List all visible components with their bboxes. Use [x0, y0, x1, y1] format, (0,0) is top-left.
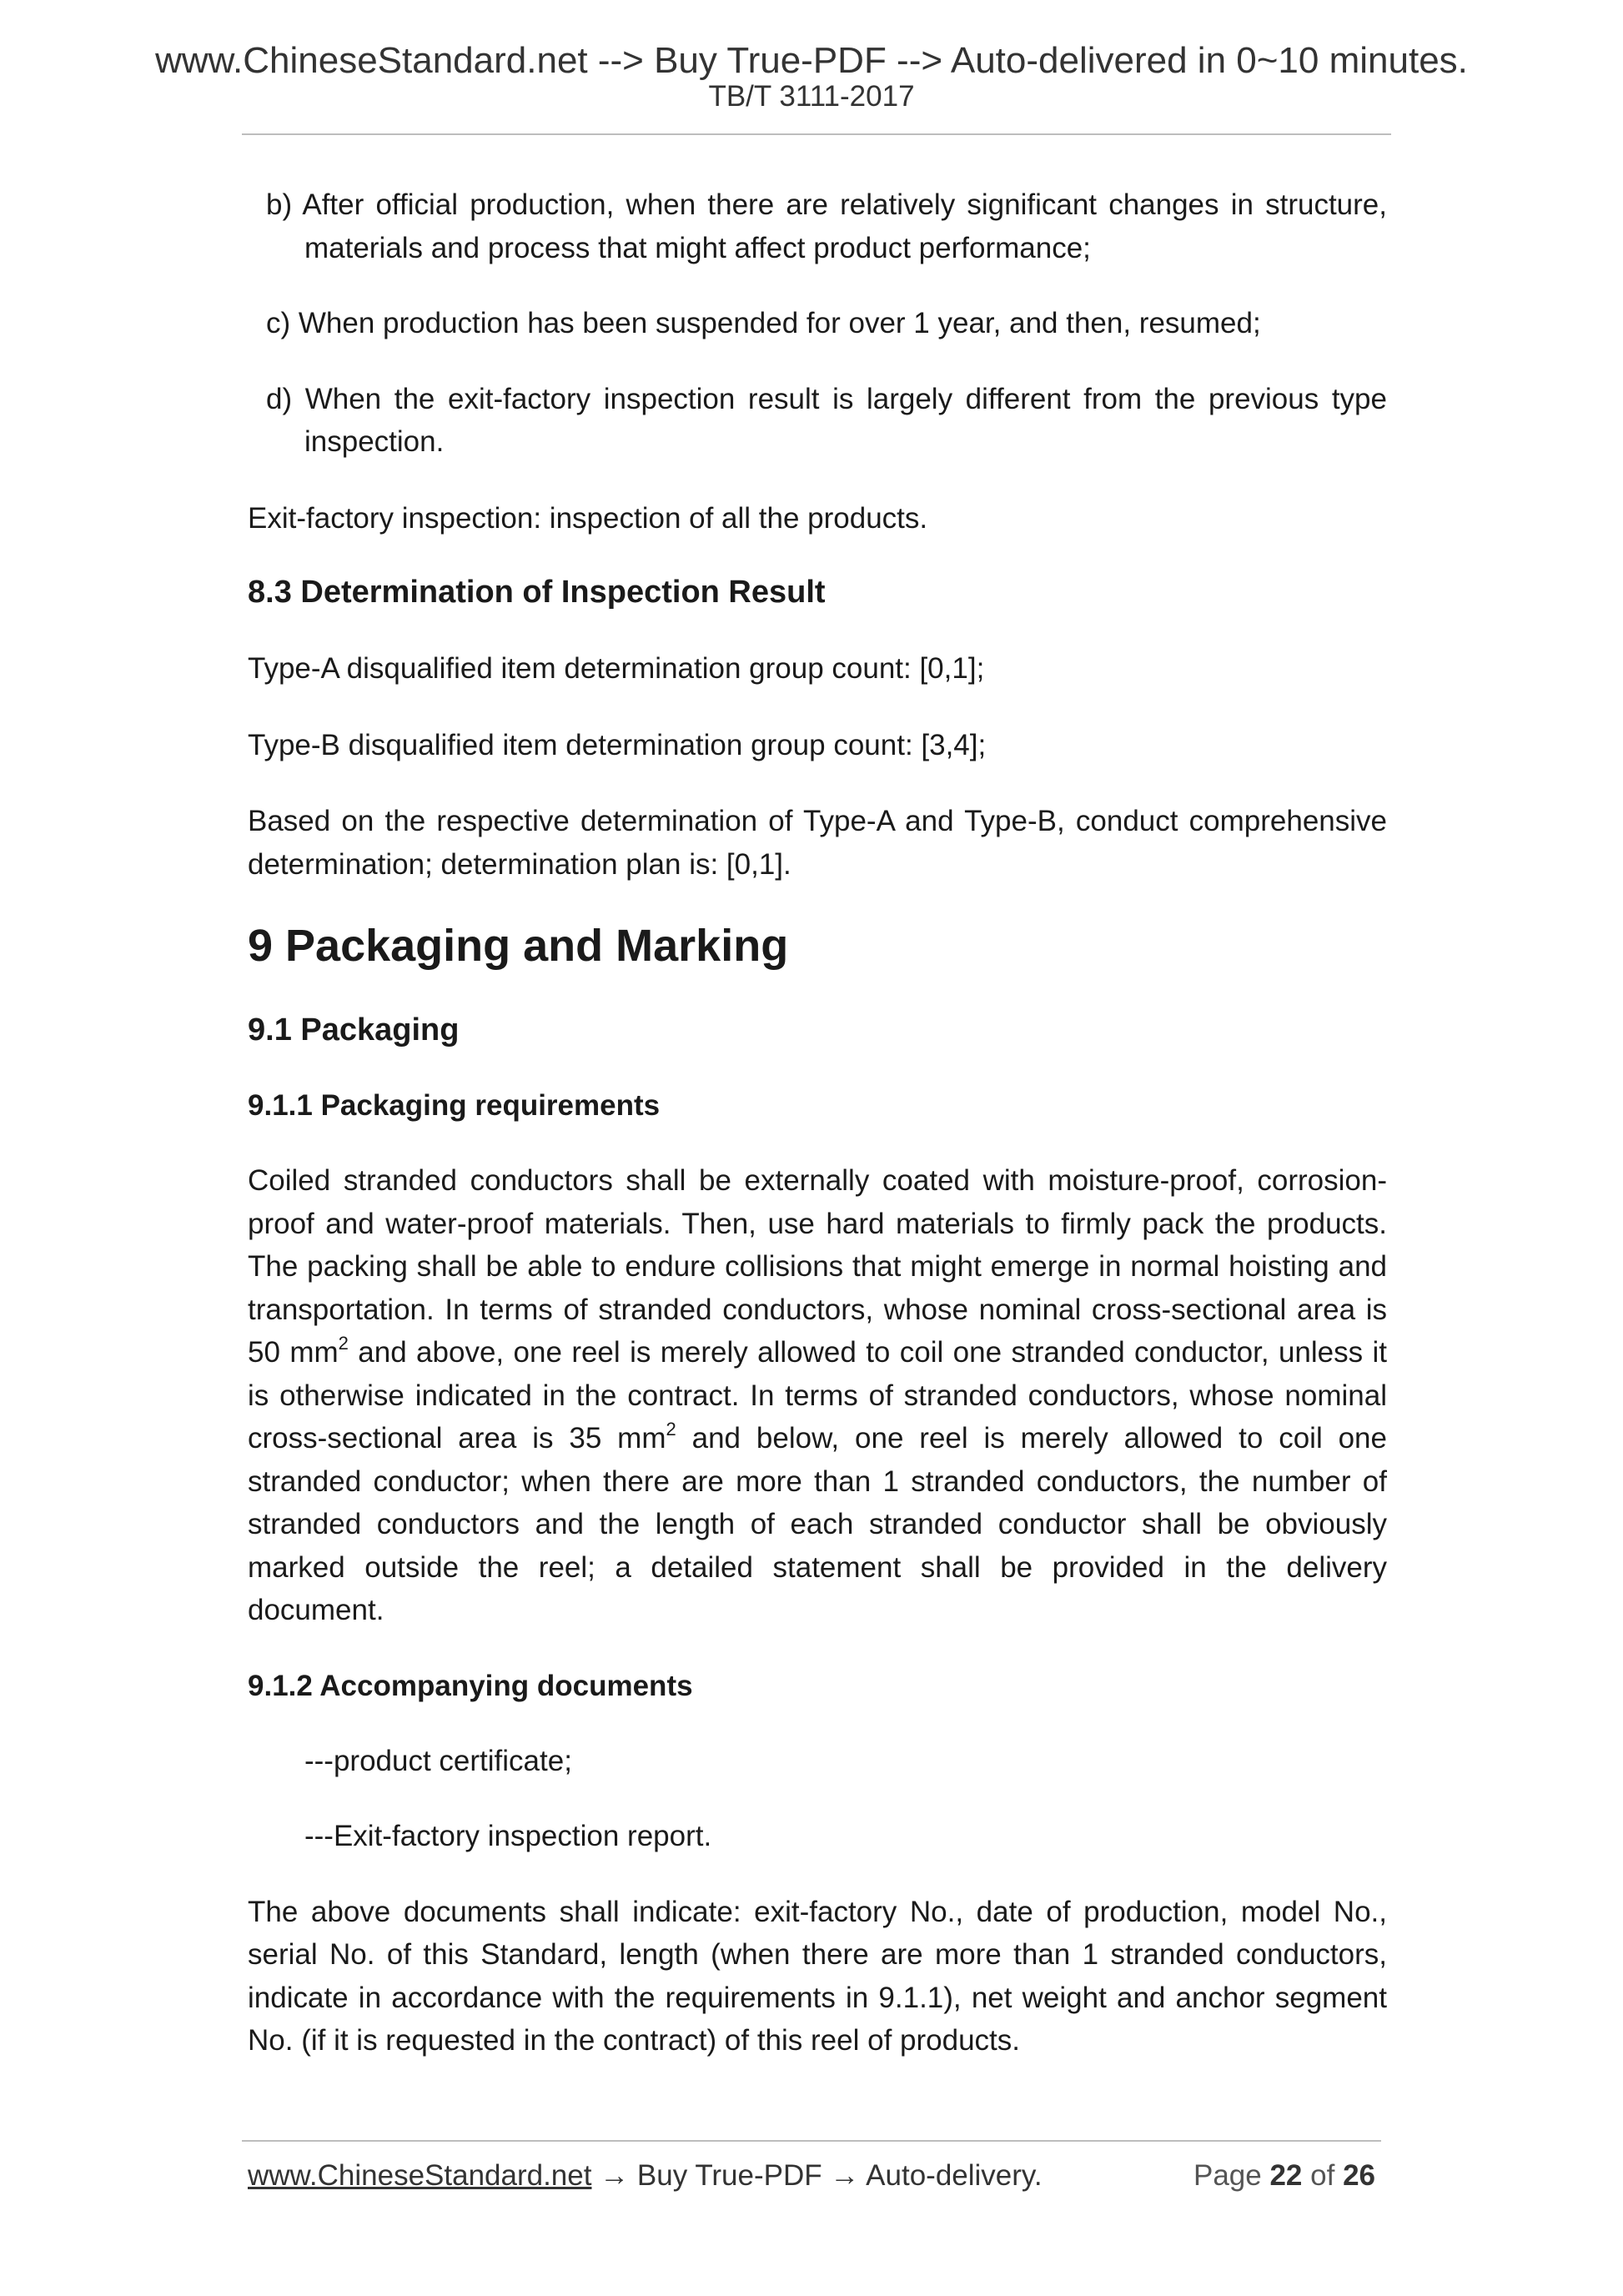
watermark-banner: www.ChineseStandard.net --> Buy True-PDF --> Auto-delivered in 0~10 minutes.: [155, 40, 1468, 81]
footer-divider: [242, 2140, 1381, 2142]
type-b-paragraph: Type-B disqualified item determination group count: [3,4];: [248, 728, 987, 761]
footer-link-suffix: → Buy True-PDF → Auto-delivery.: [591, 2159, 1043, 2192]
superscript: 2: [666, 1419, 676, 1440]
document-id: TB/T 3111-2017: [708, 80, 915, 113]
header-divider: [242, 133, 1391, 135]
section-9-1-2-heading: 9.1.2 Accompanying documents: [248, 1669, 693, 1702]
packaging-requirements-paragraph: [248, 1159, 1387, 1632]
page-total: 26: [1343, 2159, 1375, 2192]
documents-paragraph: The above documents shall indicate: exit-factory No., date of production, model No., serial No. of this Standard, length (when there are more than 1 stranded conductors, indicate in accordance with the requirements in 9.1.1), net weight and anchor segment No. (if it is requested in the contract) of this reel of products.: [248, 1895, 1387, 2057]
type-a-paragraph: Type-A disqualified item determination group count: [0,1];: [248, 652, 985, 685]
packaging-text-part-2: and above, one reel is merely allowed to coil one stranded conductor, unless it is otherwise indicated in the contract. In terms of stranded conductors, whose nominal cross-sectional area is 35 mm: [248, 1336, 1388, 1454]
footer-link-text: [248, 2159, 1043, 2193]
list-item-c: c) When production has been suspended for over 1 year, and then, resumed;: [266, 307, 1261, 339]
page-content: [248, 183, 1387, 2062]
packaging-text-part-1: Coiled stranded conductors shall be externally coated with moisture-proof, corrosion-proof and water-proof materials. Then, use hard materials to firmly pack the products. The packing shall be able to endure collisions that might emerge in normal hoisting and transportation. In terms of stranded conductors, whose nominal cross-sectional area is 50 mm: [248, 1164, 1387, 1369]
superscript: 2: [338, 1333, 349, 1354]
page-label: Page: [1193, 2159, 1262, 2192]
document-item-certificate: ---product certificate;: [304, 1744, 572, 1777]
section-9-1-heading: 9.1 Packaging: [248, 1012, 460, 1048]
section-9-heading: 9 Packaging and Marking: [248, 921, 789, 971]
exit-factory-paragraph: Exit-factory inspection: inspection of all the products.: [248, 501, 928, 535]
section-8-3-heading: 8.3 Determination of Inspection Result: [248, 575, 826, 610]
document-item-report: ---Exit-factory inspection report.: [304, 1820, 712, 1852]
packaging-text-part-3: and below, one reel is merely allowed to coil one stranded conductor; when there are more than 1 stranded conductors, the number of stranded conductors and the length of each stranded conductor shall be obviously marked outside the reel; a detailed statement shall be provided in the delivery document.: [248, 1422, 1387, 1626]
page-number: [1193, 2159, 1375, 2193]
section-9-1-1-heading: 9.1.1 Packaging requirements: [248, 1089, 661, 1122]
list-item-d: d) When the exit-factory inspection result is largely different from the previous type inspection.: [266, 382, 1387, 458]
footer-link[interactable]: www.ChineseStandard.net: [248, 2159, 592, 2192]
page-of: of: [1310, 2159, 1335, 2192]
comprehensive-paragraph: Based on the respective determination of Type-A and Type-B, conduct comprehensive determination; determination plan is: [0,1].: [248, 805, 1387, 881]
page-current: 22: [1269, 2159, 1303, 2192]
list-item-b: b) After official production, when there are relatively significant changes in structure, materials and process that might affect product performance;: [266, 188, 1387, 264]
